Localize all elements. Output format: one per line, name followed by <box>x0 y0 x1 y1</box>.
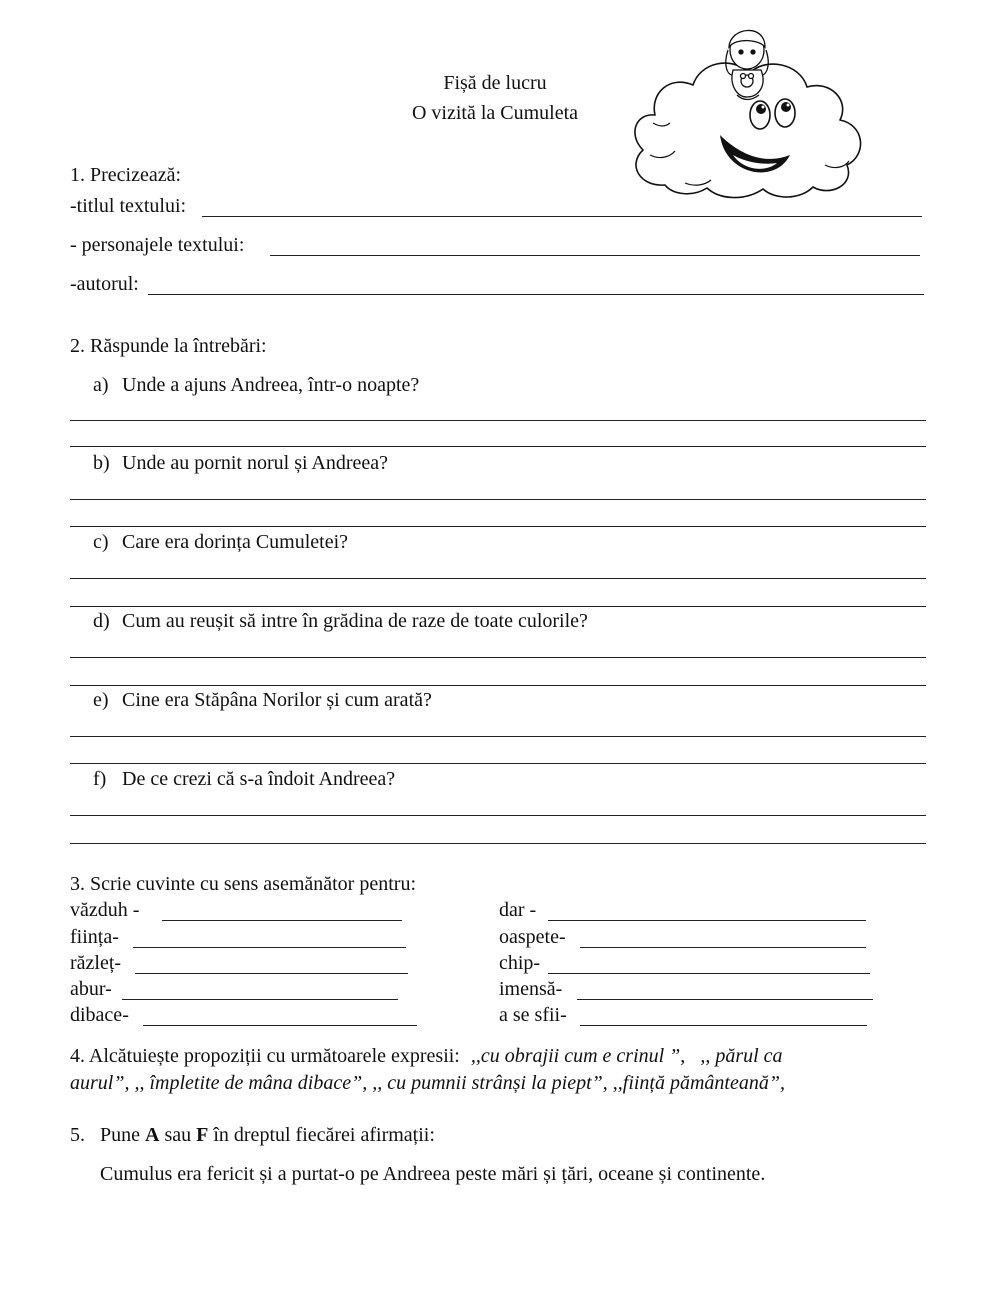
synonym-answer-line[interactable] <box>133 947 406 948</box>
section4-line2: aurul”, ,, împletite de mâna dibace”, ,, cu pumnii strânși la piept”, ,,ființă pământeană”, <box>70 1072 785 1094</box>
question-d <box>93 610 588 633</box>
question-text: Unde a ajuns Andreea, într-o noapte? <box>122 374 420 396</box>
question-letter: b) <box>93 452 110 474</box>
expression: ,,cu obrajii cum e crinul ”, <box>470 1045 686 1067</box>
question-a <box>93 374 419 397</box>
answer-line[interactable] <box>70 446 926 447</box>
section5-number: 5. <box>70 1124 85 1146</box>
synonym-answer-line[interactable] <box>548 973 870 974</box>
synonym-answer-line[interactable] <box>122 999 398 1000</box>
author-label: -autorul: <box>70 273 139 295</box>
section2-heading: 2. Răspunde la întrebări: <box>70 335 267 357</box>
section5-text: Pune <box>100 1124 140 1146</box>
question-letter: c) <box>93 531 109 553</box>
synonym-word: dibace- <box>70 1004 129 1026</box>
title-answer-line[interactable] <box>202 216 922 217</box>
question-text: Unde au pornit norul și Andreea? <box>122 452 389 474</box>
synonym-word: răzleț- <box>70 952 122 974</box>
synonym-word: chip- <box>499 952 541 974</box>
answer-line[interactable] <box>70 843 926 844</box>
question-text: Care era dorința Cumuletei? <box>122 531 349 553</box>
synonym-word: a se sfii- <box>499 1004 567 1026</box>
title-label: -titlul textului: <box>70 195 187 217</box>
characters-answer-line[interactable] <box>270 255 920 256</box>
answer-line[interactable] <box>70 578 926 579</box>
expression: ,, părul ca <box>700 1045 783 1067</box>
question-text: Cum au reușit să intre în grădina de raze de toate culorile? <box>122 610 588 632</box>
section1-heading: 1. Precizează: <box>70 164 182 186</box>
statement: Cumulus era fericit și a purtat-o pe Andreea peste mări și țări, oceane și continente. <box>100 1163 766 1185</box>
answer-line[interactable] <box>70 526 926 527</box>
synonym-word: ființa- <box>70 926 119 948</box>
question-letter: d) <box>93 610 110 632</box>
synonym-answer-line[interactable] <box>162 920 402 921</box>
synonym-word: abur- <box>70 978 112 1000</box>
cloud-girl-illustration <box>625 15 870 200</box>
question-letter: a) <box>93 374 109 396</box>
synonym-word: imensă- <box>499 978 563 1000</box>
answer-line[interactable] <box>70 763 926 764</box>
worksheet-subtitle: O vizită la Cumuleta <box>411 102 579 124</box>
section5-text: în dreptul fiecărei afirmații: <box>213 1124 435 1146</box>
false-letter: F <box>196 1124 209 1146</box>
synonym-answer-line[interactable] <box>580 1025 867 1026</box>
synonym-word: văzduh - <box>70 899 140 921</box>
section3-heading: 3. Scrie cuvinte cu sens asemănător pentru: <box>70 873 416 895</box>
synonym-answer-line[interactable] <box>548 920 866 921</box>
answer-line[interactable] <box>70 657 926 658</box>
synonym-answer-line[interactable] <box>577 999 873 1000</box>
question-e <box>93 689 432 712</box>
characters-label: - personajele textului: <box>70 234 245 256</box>
answer-line[interactable] <box>70 685 926 686</box>
synonym-answer-line[interactable] <box>135 973 408 974</box>
answer-line[interactable] <box>70 606 926 607</box>
section5-heading <box>70 1124 435 1147</box>
section4-line1 <box>70 1045 783 1068</box>
synonym-word: dar - <box>499 899 537 921</box>
worksheet-title: Fișă de lucru <box>443 72 547 94</box>
answer-line[interactable] <box>70 815 926 816</box>
question-c <box>93 531 348 554</box>
answer-line[interactable] <box>70 736 926 737</box>
question-letter: f) <box>93 768 107 790</box>
synonym-answer-line[interactable] <box>143 1025 417 1026</box>
question-text: De ce crezi că s-a îndoit Andreea? <box>122 768 396 790</box>
question-f <box>93 768 395 791</box>
question-text: Cine era Stăpâna Norilor și cum arată? <box>122 689 432 711</box>
true-letter: A <box>145 1124 160 1146</box>
author-answer-line[interactable] <box>148 294 924 295</box>
synonym-answer-line[interactable] <box>580 947 866 948</box>
synonym-word: oaspete- <box>499 926 566 948</box>
section5-text: sau <box>164 1124 192 1146</box>
section4-intro: 4. Alcătuiește propoziții cu următoarele expresii: <box>70 1045 460 1067</box>
question-b <box>93 452 388 475</box>
answer-line[interactable] <box>70 420 926 421</box>
answer-line[interactable] <box>70 499 926 500</box>
question-letter: e) <box>93 689 109 711</box>
